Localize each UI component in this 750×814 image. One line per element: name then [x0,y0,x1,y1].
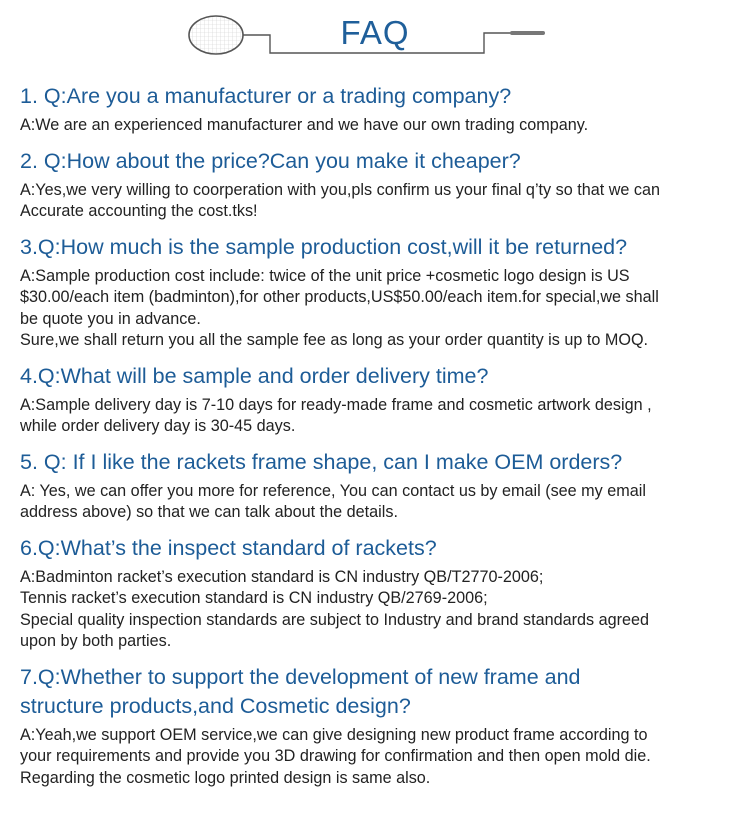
faq-answer: A:Badminton racket’s execution standard is CN industry QB/T2770-2006; Tennis racket’s execution standard is CN industry QB/2769-2006; Special quality inspection standards are subject to Industry and brand standards agreed upon by both parties. [20,567,650,650]
faq-question: 1. Q:Are you a manufacturer or a trading company? [20,84,512,108]
faq-answer: A:Yeah,we support OEM service,we can give designing new product frame according to your requirements and provide you 3D drawing for confirmation and then open mold die. Regarding the cosmetic logo printed design is same also. [20,725,651,787]
faq-item [20,663,740,790]
faq-answer: A: Yes, we can offer you more for reference, You can contact us by email (see my email address above) so that we can talk about the details. [20,481,646,521]
faq-question: 3.Q:How much is the sample production cost,will it be returned? [20,234,628,259]
faq-question: 4.Q:What will be sample and order delivery time? [20,363,489,388]
faq-list [20,82,740,799]
faq-item [20,534,740,653]
faq-question: 7.Q:Whether to support the development of new frame and structure products,and Cosmetic design? [20,664,581,718]
faq-header [0,0,750,70]
faq-item [20,147,740,223]
faq-item [20,362,740,438]
faq-question: 6.Q:What’s the inspect standard of rackets? [20,535,437,560]
faq-answer: A:Sample delivery day is 7-10 days for ready-made frame and cosmetic artwork design , while order delivery day is 30-45 days. [20,395,652,435]
faq-item [20,82,740,137]
faq-answer: A:We are an experienced manufacturer and we have our own trading company. [20,116,589,134]
racket-head-icon [189,16,243,54]
page-title: FAQ [340,14,410,51]
faq-question: 2. Q:How about the price?Can you make it cheaper? [20,148,521,173]
faq-item [20,448,740,524]
faq-answer: A:Sample production cost include: twice of the unit price +cosmetic logo design is US $30.00/each item (badminton),for other products,US$50.00/each item.for special,we shall be quote you in advance. Sure,we shall return you all the sample fee as long as your order quantity is up to MOQ. [20,266,659,349]
faq-question: 5. Q: If I like the rackets frame shape, can I make OEM orders? [20,449,623,474]
faq-answer: A:Yes,we very willing to coorperation with you,pls confirm us your final q’ty so that we can Accurate accounting the cost.tks! [20,180,661,220]
faq-item [20,233,740,352]
